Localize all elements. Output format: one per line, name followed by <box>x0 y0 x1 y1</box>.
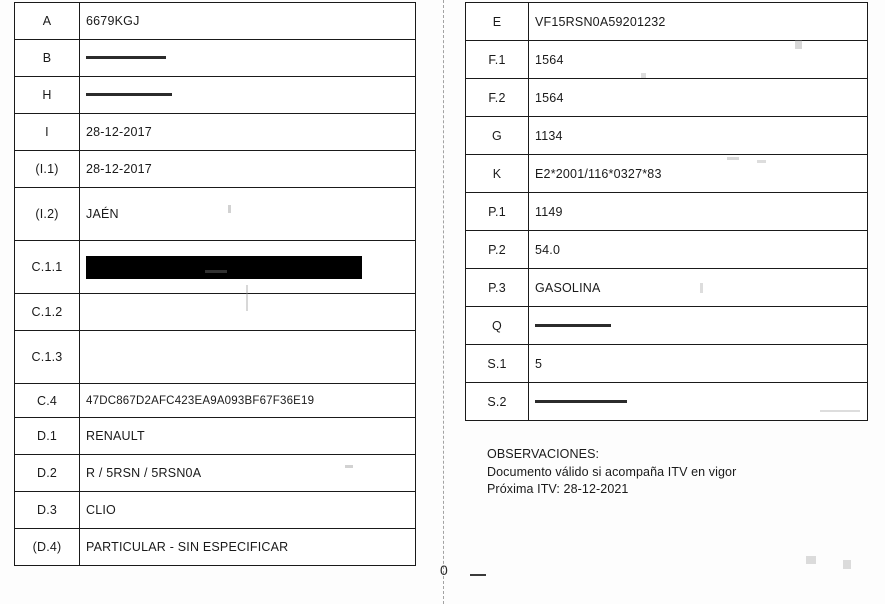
field-value: VF15RSN0A59201232 <box>529 3 868 41</box>
table-row <box>15 114 416 151</box>
table-row <box>15 241 416 294</box>
field-code: B <box>15 40 80 77</box>
table-row <box>466 307 868 345</box>
field-value: CLIO <box>80 492 416 529</box>
field-code: S.1 <box>466 345 529 383</box>
field-value: 1149 <box>529 193 868 231</box>
field-value: 1134 <box>529 117 868 155</box>
field-code: D.1 <box>15 418 80 455</box>
scan-speck <box>727 157 739 160</box>
field-value-redacted <box>529 307 868 345</box>
field-code: K <box>466 155 529 193</box>
scan-speck <box>641 73 646 78</box>
field-value: 28-12-2017 <box>80 151 416 188</box>
table-row <box>15 384 416 418</box>
observations-block <box>487 446 847 498</box>
table-row <box>15 331 416 384</box>
field-value-redacted <box>529 383 868 421</box>
field-code: P.2 <box>466 231 529 269</box>
table-row <box>466 231 868 269</box>
table-row <box>466 269 868 307</box>
field-code: D.2 <box>15 455 80 492</box>
table-row <box>15 492 416 529</box>
field-code: C.1.1 <box>15 241 80 294</box>
table-row <box>466 79 868 117</box>
field-code: P.3 <box>466 269 529 307</box>
field-value-redacted <box>80 40 416 77</box>
page-fold-divider <box>443 0 444 604</box>
table-row <box>466 3 868 41</box>
field-value <box>80 331 416 384</box>
observations-line-next-itv: Próxima ITV: 28-12-2021 <box>487 482 629 496</box>
field-value: E2*2001/116*0327*83 <box>529 155 868 193</box>
observations-line-validity: Documento válido si acompaña ITV en vigor <box>487 465 737 479</box>
field-value: 6679KGJ <box>80 3 416 40</box>
vehicle-data-table-left <box>14 2 416 566</box>
field-value: PARTICULAR - SIN ESPECIFICAR <box>80 529 416 566</box>
field-code: A <box>15 3 80 40</box>
table-row <box>466 193 868 231</box>
scan-speck <box>806 556 816 564</box>
table-row <box>466 117 868 155</box>
table-row <box>15 151 416 188</box>
field-value: R / 5RSN / 5RSN0A <box>80 455 416 492</box>
field-value: 1564 <box>529 41 868 79</box>
redaction-bar <box>86 56 166 59</box>
scan-speck <box>205 270 227 273</box>
table-row <box>466 345 868 383</box>
field-value: RENAULT <box>80 418 416 455</box>
scan-speck <box>820 410 860 412</box>
field-code: G <box>466 117 529 155</box>
table-row <box>15 418 416 455</box>
field-value-redacted <box>80 77 416 114</box>
table-row <box>15 294 416 331</box>
field-code: C.1.3 <box>15 331 80 384</box>
field-code: E <box>466 3 529 41</box>
table-row <box>15 529 416 566</box>
scan-artifact-dash <box>470 574 486 576</box>
field-code: P.1 <box>466 193 529 231</box>
table-row <box>15 188 416 241</box>
redaction-bar <box>86 93 172 96</box>
field-value: 5 <box>529 345 868 383</box>
scan-speck <box>795 40 802 49</box>
scan-speck <box>843 560 851 569</box>
table-row <box>15 455 416 492</box>
field-value: JAÉN <box>80 188 416 241</box>
field-code: Q <box>466 307 529 345</box>
field-value: GASOLINA <box>529 269 868 307</box>
field-code: D.3 <box>15 492 80 529</box>
scan-artifact-mark: 0 <box>440 562 449 578</box>
table-row <box>15 77 416 114</box>
table-row <box>466 155 868 193</box>
field-value: 47DC867D2AFC423EA9A093BF67F36E19 <box>80 384 416 418</box>
field-code: C.1.2 <box>15 294 80 331</box>
field-value: 1564 <box>529 79 868 117</box>
field-code: I <box>15 114 80 151</box>
field-code: F.2 <box>466 79 529 117</box>
redaction-bar <box>535 400 627 403</box>
field-value: 54.0 <box>529 231 868 269</box>
field-code: S.2 <box>466 383 529 421</box>
field-code: (I.2) <box>15 188 80 241</box>
field-code: C.4 <box>15 384 80 418</box>
redaction-bar <box>86 256 362 279</box>
field-code: F.1 <box>466 41 529 79</box>
observations-title: OBSERVACIONES: <box>487 447 600 461</box>
redaction-bar <box>535 324 611 327</box>
scan-speck <box>757 160 766 163</box>
field-code: (D.4) <box>15 529 80 566</box>
scan-speck <box>228 205 231 213</box>
table-row <box>466 383 868 421</box>
table-row <box>15 40 416 77</box>
scan-speck <box>700 283 703 293</box>
table-row <box>15 3 416 40</box>
vehicle-data-table-right <box>465 2 868 421</box>
scan-speck <box>246 285 248 311</box>
scan-speck <box>345 465 353 468</box>
field-value: 28-12-2017 <box>80 114 416 151</box>
field-code: H <box>15 77 80 114</box>
table-row <box>466 41 868 79</box>
field-code: (I.1) <box>15 151 80 188</box>
